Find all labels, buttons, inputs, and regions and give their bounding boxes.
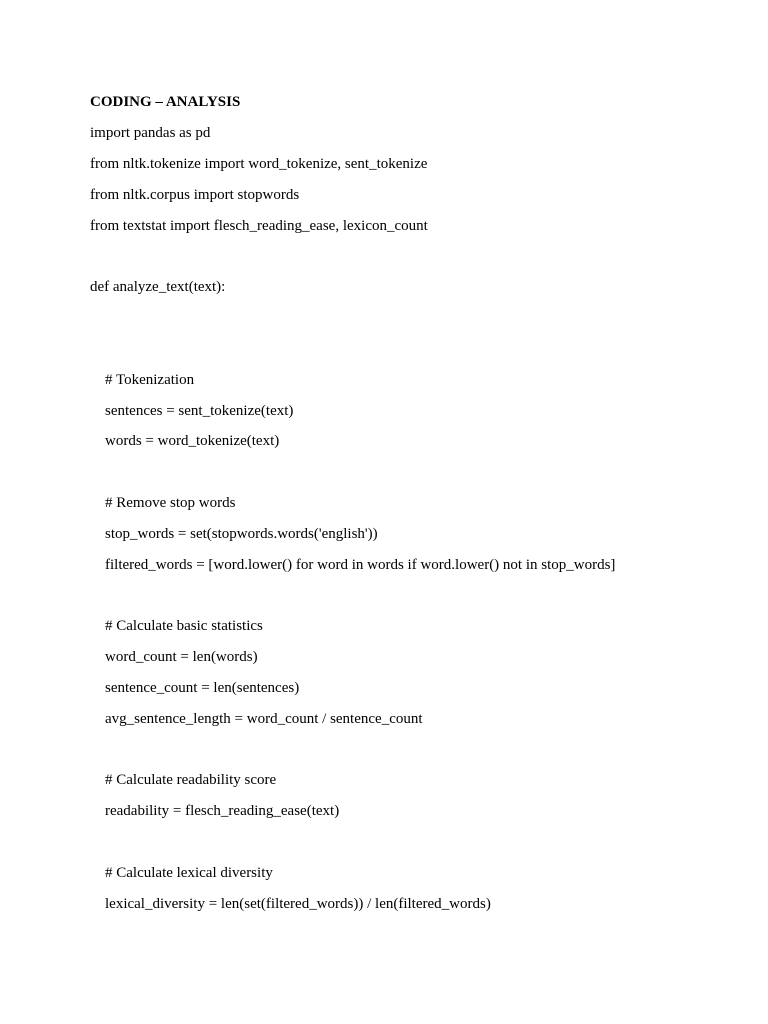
- code-line-word-count: word_count = len(words): [105, 649, 258, 665]
- code-comment-readability: # Calculate readability score: [105, 772, 277, 788]
- code-line-sentences: sentences = sent_tokenize(text): [105, 403, 294, 419]
- code-line-filtered-words: filtered_words = [word.lower() for word in words if word.lower() not in stop_words]: [105, 557, 616, 573]
- code-line-import-textstat: from textstat import flesch_reading_ease, lexicon_count: [90, 218, 428, 234]
- document-title: CODING – ANALYSIS: [90, 94, 241, 110]
- code-line-stop-words: stop_words = set(stopwords.words('english')): [105, 526, 378, 542]
- code-comment-stop-words: # Remove stop words: [105, 495, 236, 511]
- code-line-sentence-count: sentence_count = len(sentences): [105, 680, 300, 696]
- code-line-import-pandas: import pandas as pd: [90, 125, 211, 141]
- code-line-readability: readability = flesch_reading_ease(text): [105, 803, 340, 819]
- code-line-import-tokenize: from nltk.tokenize import word_tokenize, sent_tokenize: [90, 156, 428, 172]
- code-line-import-stopwords: from nltk.corpus import stopwords: [90, 187, 300, 203]
- code-comment-lexical-diversity: # Calculate lexical diversity: [105, 865, 273, 881]
- code-line-avg-sentence-length: avg_sentence_length = word_count / sentence_count: [105, 711, 423, 727]
- code-comment-tokenization: # Tokenization: [105, 372, 195, 388]
- code-line-function-def: def analyze_text(text):: [90, 279, 226, 295]
- code-line-lexical-diversity: lexical_diversity = len(set(filtered_words)) / len(filtered_words): [105, 896, 491, 912]
- code-line-words: words = word_tokenize(text): [105, 433, 280, 449]
- code-comment-basic-statistics: # Calculate basic statistics: [105, 618, 263, 634]
